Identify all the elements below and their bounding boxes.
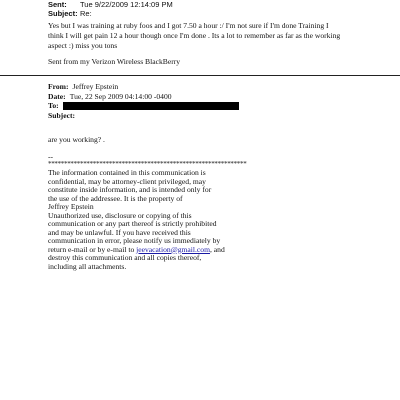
to-label: To: bbox=[48, 101, 59, 110]
disclaimer-line: communication or any part thereof is strictly prohibited bbox=[48, 219, 217, 228]
disclaimer-line: including all attachments. bbox=[48, 261, 127, 271]
disclaimer-text: return e-mail or by e-mail to bbox=[48, 244, 137, 254]
from-value: Jeffrey Epstein bbox=[72, 82, 119, 91]
email-link[interactable]: jeevacation@gmail.com bbox=[136, 244, 210, 254]
asterisk-rule: ************************************************************** bbox=[48, 160, 247, 168]
original-body: are you working? . bbox=[48, 135, 105, 144]
reply-body bbox=[48, 21, 368, 51]
subject2-row bbox=[48, 111, 239, 121]
to-row bbox=[48, 101, 239, 111]
date-label: Date: bbox=[48, 91, 66, 101]
confidentiality-disclaimer bbox=[48, 169, 225, 271]
disclaimer-line: destroy this communication and all copies thereof, bbox=[48, 253, 202, 262]
from-row bbox=[48, 82, 239, 92]
disclaimer-line: Jeffrey Epstein bbox=[48, 202, 94, 211]
subject-row bbox=[48, 9, 173, 18]
disclaimer-line: the use of the addressee. It is the property of bbox=[48, 193, 183, 203]
disclaimer-line: confidential, may be attorney-client privileged, may bbox=[48, 176, 206, 186]
original-header bbox=[48, 82, 239, 120]
sent-label: Sent: bbox=[48, 0, 67, 9]
reply-signature: Sent from my Verizon Wireless BlackBerry bbox=[48, 57, 181, 66]
reply-line: Yes but I was training at ruby foos and I got 7.50 a hour :/ I'm not sure if I'm done Training I bbox=[48, 21, 329, 30]
message-divider bbox=[0, 75, 400, 76]
subject2-label: Subject: bbox=[48, 110, 75, 120]
reply-header bbox=[48, 0, 173, 18]
date-row bbox=[48, 92, 239, 102]
signature-separator: -- bbox=[48, 152, 54, 161]
disclaimer-line: communication in error, please notify us immediately by bbox=[48, 236, 221, 245]
subject-value: Re: bbox=[80, 9, 92, 18]
date-value: Tue, 22 Sep 2009 04:14:00 -0400 bbox=[69, 91, 172, 101]
disclaimer-line: constitute inside information, and is intended only for bbox=[48, 185, 212, 194]
reply-line: aspect :) miss you tons bbox=[48, 41, 118, 50]
disclaimer-line: The information contained in this communication is bbox=[48, 168, 206, 177]
from-label: From: bbox=[48, 82, 69, 91]
subject-label: Subject: bbox=[48, 9, 78, 18]
disclaimer-line: and may be unlawful. If you have received this bbox=[48, 227, 191, 237]
sent-row bbox=[48, 0, 173, 9]
disclaimer-text: , and bbox=[209, 244, 225, 254]
redaction-bar bbox=[63, 102, 239, 110]
disclaimer-line: Unauthorized use, disclosure or copying of this bbox=[48, 210, 192, 220]
reply-line: think I will get pain 12 a hour though once I'm done . Its a lot to remember as far as the working bbox=[48, 31, 341, 40]
sent-value: Tue 9/22/2009 12:14:09 PM bbox=[80, 0, 173, 9]
